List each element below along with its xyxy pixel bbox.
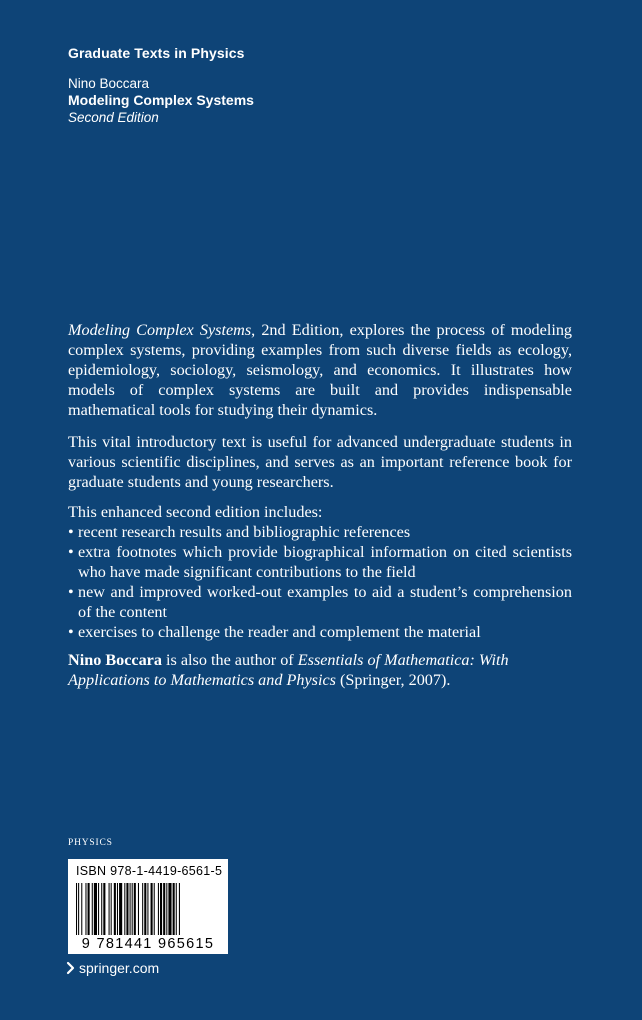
series-title: Graduate Texts in Physics [68, 45, 245, 61]
list-item: • exercises to challenge the reader and complement the material [68, 623, 481, 641]
author-note-paragraph: Nino Boccara is also the author of Essentials of Mathematica: With Applications to Mathematics and Physics (Springer, 2007). [68, 651, 509, 689]
author-name-bold: Nino Boccara [68, 651, 162, 669]
bullet-icon: • [68, 583, 74, 601]
subject-label: PHYSICS [68, 838, 113, 848]
other-book-title: Essentials of Mathematica: With Applications to Mathematics and Physics [68, 651, 509, 689]
features-list [68, 522, 572, 642]
description-paragraph-1 [68, 320, 572, 420]
publisher-link[interactable] [66, 960, 159, 976]
features-intro: This enhanced second edition includes: [68, 503, 323, 521]
list-item: • recent research results and bibliographic references [68, 523, 411, 541]
book-title: Modeling Complex Systems [68, 92, 254, 108]
author-name: Nino Boccara [68, 76, 150, 91]
barcode-digits: 9 781441 965615 [81, 936, 215, 952]
isbn-text: ISBN 978-1-4419-6561-5 [76, 864, 223, 878]
bullet-icon: • [68, 543, 74, 561]
barcode-icon [74, 883, 222, 935]
bullet-icon: • [68, 623, 74, 641]
isbn-barcode-box [68, 859, 228, 954]
list-item: • extra footnotes which provide biographical information on cited scientists who have made significant contributions to the field [68, 543, 572, 581]
bullet-icon: • [68, 523, 74, 541]
edition-label: Second Edition [68, 110, 159, 125]
publisher-url: springer.com [79, 960, 160, 976]
book-title-italic: Modeling Complex Systems [68, 321, 252, 339]
list-item: • new and improved worked-out examples to aid a student’s comprehension of the content [68, 583, 572, 621]
paragraph-1-text: , 2nd Edition, explores the process of modeling complex systems, providing examples from such diverse fields as ecology, epidemiology, sociology, seismology, and economics. It illustrates how models of complex systems are built and provides indispensable mathematical tools for studying their dynamics. [68, 321, 573, 419]
chevron-right-icon [66, 961, 76, 975]
features-block [68, 502, 572, 642]
description-paragraph-2: This vital introductory text is useful for advanced undergraduate students in various scientific disciplines, and serves as an important reference book for graduate students and young researchers. [68, 433, 572, 491]
